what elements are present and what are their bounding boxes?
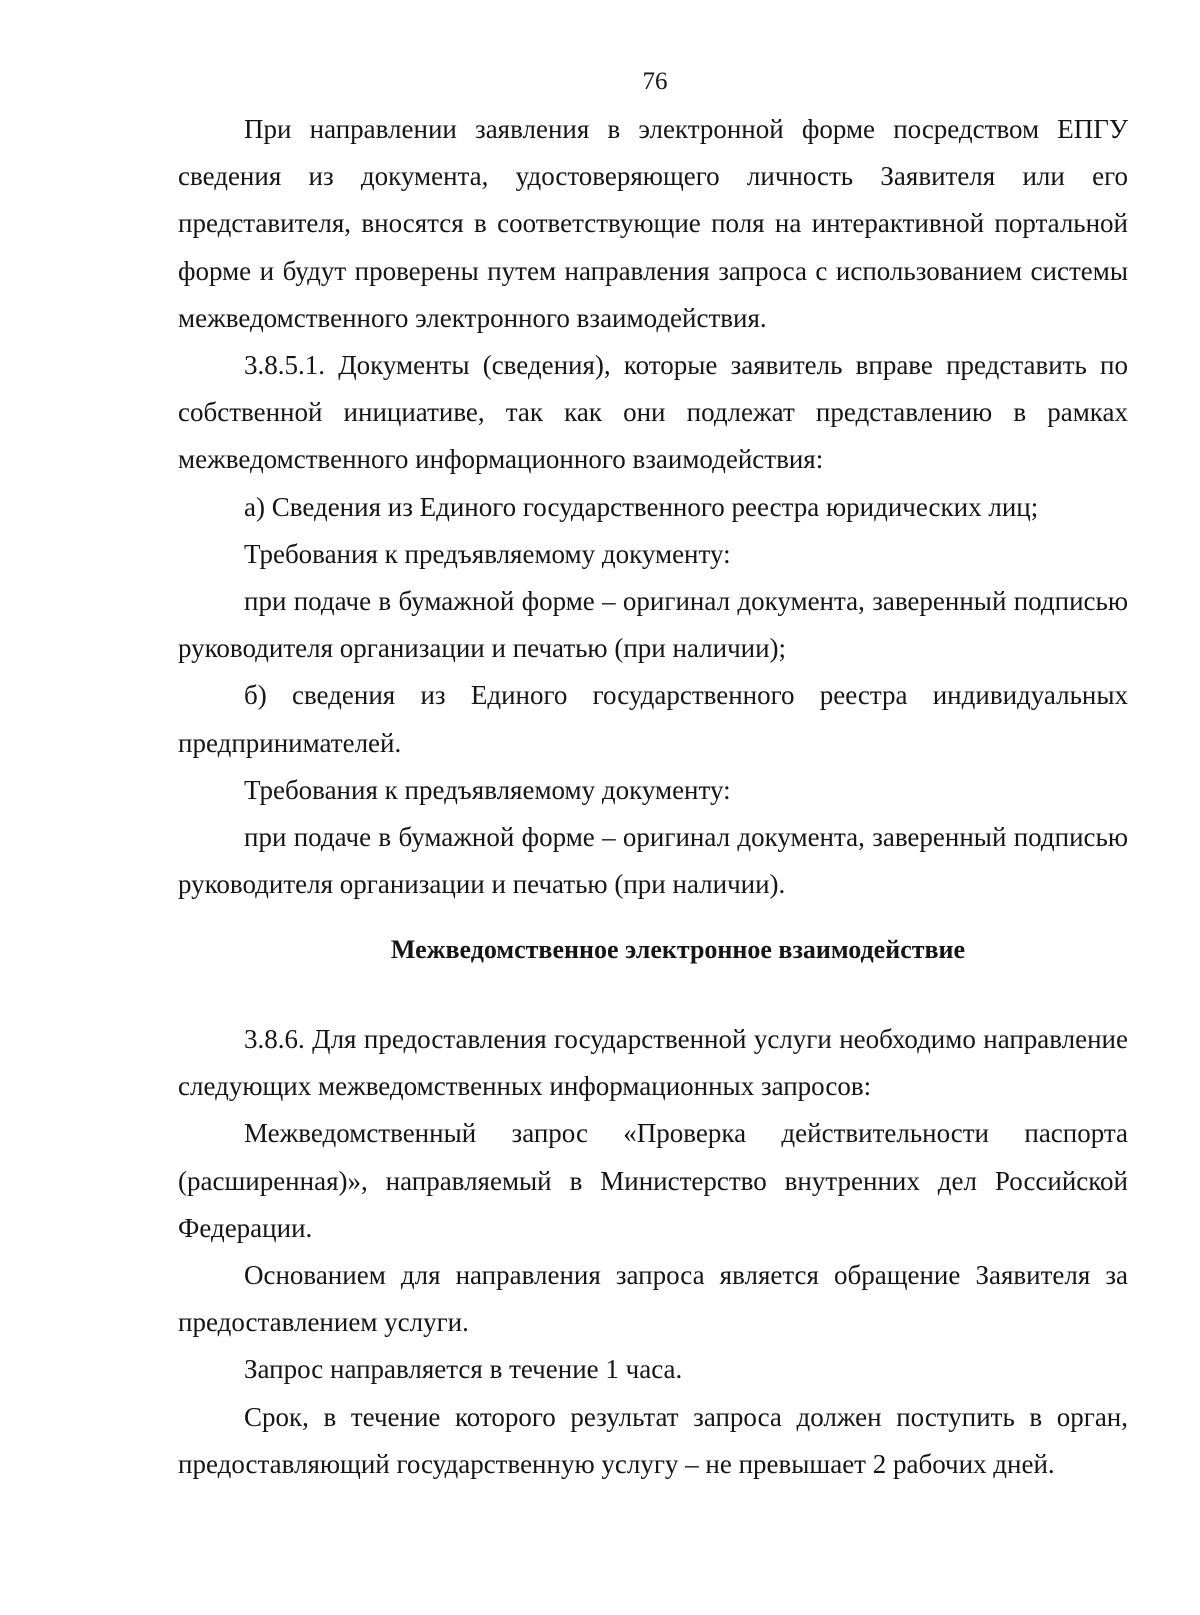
paragraph: а) Сведения из Единого государственного реестра юридических лиц;: [244, 491, 1039, 522]
paragraph: Межведомственный запрос «Проверка действительности паспорта (расширенная)», направляемый в Министерство внутренних дел Российской Федерации.: [178, 1118, 1128, 1243]
paragraph: б) сведения из Единого государственного реестра индивидуальных предпринимателей.: [178, 680, 1128, 758]
text-section-documents: [178, 106, 1128, 908]
paragraph: при подаче в бумажной форме – оригинал документа, заверенный подписью руководителя организации и печатью (при наличии).: [178, 822, 1128, 900]
section-heading: Межведомственное электронное взаимодействие: [390, 935, 966, 964]
text-section-interaction: [178, 1016, 1128, 1488]
paragraph: Требования к предъявляемому документу:: [244, 774, 731, 805]
paragraph: при подаче в бумажной форме – оригинал документа, заверенный подписью руководителя организации и печатью (при наличии);: [178, 586, 1128, 664]
paragraph: 3.8.5.1. Документы (сведения), которые заявитель вправе представить по собственной инициативе, так как они подлежат представлению в рамках межведомственного информационного взаимодействия:: [178, 350, 1128, 475]
paragraph: 3.8.6. Для предоставления государственной услуги необходимо направление следующих межведомственных информационных запросов:: [178, 1024, 1128, 1102]
paragraph: Запрос направляется в течение 1 часа.: [244, 1354, 683, 1385]
page-number: 76: [642, 68, 668, 95]
paragraph: При направлении заявления в электронной форме посредством ЕПГУ сведения из документа, удостоверяющего личность Заявителя или его представителя, вносятся в соответствующие поля на интерактивной портальной форме и будут проверены путем направления запроса с использованием системы межведомственного электронного взаимодействия.: [178, 114, 1128, 333]
paragraph: Требования к предъявляемому документу:: [244, 538, 731, 569]
paragraph: Основанием для направления запроса является обращение Заявителя за предоставлением услуги.: [178, 1260, 1128, 1338]
paragraph: Срок, в течение которого результат запроса должен поступить в орган, предоставляющий государственную услугу – не превышает 2 рабочих дней.: [178, 1401, 1128, 1479]
